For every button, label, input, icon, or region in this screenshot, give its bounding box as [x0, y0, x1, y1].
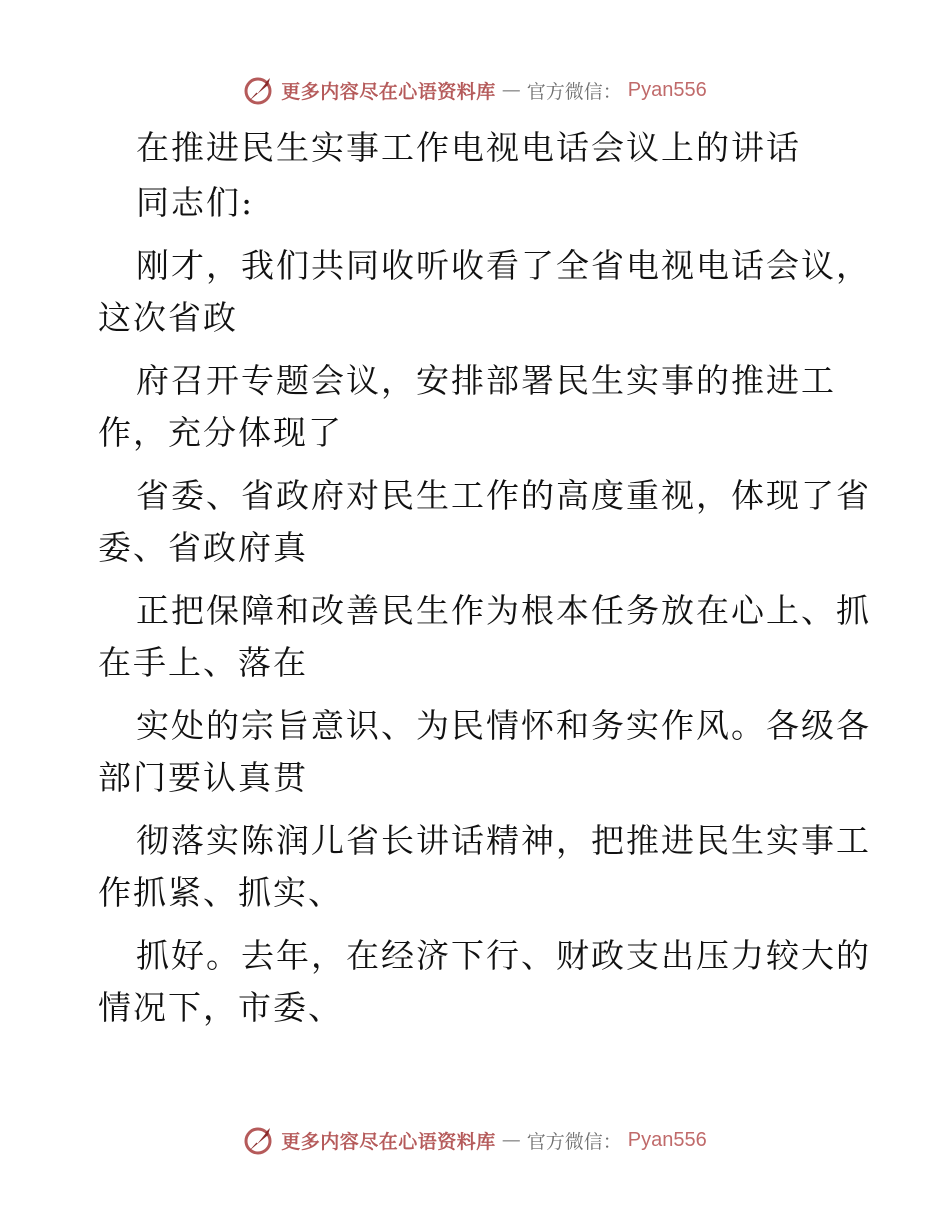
paragraph-line: 在手上、落在: [98, 643, 308, 682]
header-watermark: [0, 70, 950, 110]
watermark-separator: —: [501, 1129, 521, 1151]
watermark-text: 更多内容尽在心语资料库: [281, 80, 496, 103]
watermark-separator: —: [501, 79, 521, 101]
quill-pen-logo-icon: [243, 1124, 275, 1156]
watermark-text: 更多内容尽在心语资料库: [281, 1130, 496, 1153]
paragraph-line: 部门要认真贯: [98, 758, 308, 797]
footer-watermark: [0, 1120, 950, 1160]
paragraph-line: 彻落实陈润儿省长讲话精神，把推进民生实事工: [136, 821, 871, 860]
paragraph-line: 情况下，市委、: [98, 988, 343, 1027]
wechat-id: Pyan556: [627, 1128, 707, 1151]
wechat-label: 官方微信：: [526, 1130, 622, 1153]
paragraph-line: 实处的宗旨意识、为民情怀和务实作风。各级各: [136, 706, 871, 745]
paragraph-line: 正把保障和改善民生作为根本任务放在心上、抓: [136, 591, 871, 630]
paragraph-line: 省委、省政府对民生工作的高度重视，体现了省: [136, 476, 871, 515]
paragraph-line: 委、省政府真: [98, 528, 308, 567]
quill-pen-logo-icon: [243, 74, 275, 106]
paragraph-line: 作抓紧、抓实、: [98, 873, 343, 912]
wechat-label: 官方微信：: [526, 80, 622, 103]
paragraph-line: 作，充分体现了: [98, 413, 343, 452]
paragraph-line: 刚才，我们共同收听收看了全省电视电话会议，: [136, 246, 871, 285]
salutation: 同志们:: [136, 183, 255, 222]
document-title: 在推进民生实事工作电视电话会议上的讲话: [136, 128, 801, 167]
wechat-id: Pyan556: [627, 78, 707, 101]
paragraph-line: 抓好。去年，在经济下行、财政支出压力较大的: [136, 936, 871, 975]
paragraph-line: 这次省政: [98, 298, 238, 337]
paragraph-line: 府召开专题会议，安排部署民生实事的推进工: [136, 361, 836, 400]
document-body: [98, 122, 871, 1034]
